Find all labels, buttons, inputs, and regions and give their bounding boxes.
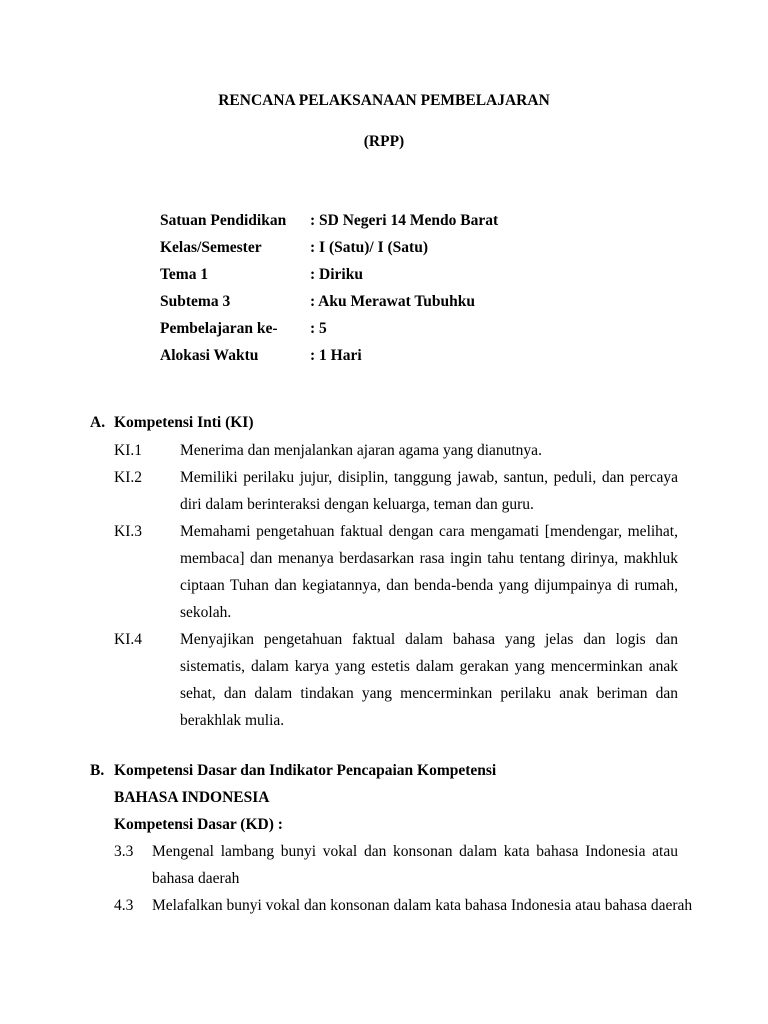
ki-text: Menerima dan menjalankan ajaran agama yang dianutnya. xyxy=(180,442,542,459)
ki-code: KI.4 xyxy=(114,631,142,648)
kd-text: Melafalkan bunyi vokal dan konsonan dalam kata bahasa Indonesia atau bahasa daerah xyxy=(152,897,693,914)
list-item xyxy=(114,626,678,734)
ki-code: KI.2 xyxy=(114,469,142,486)
info-row xyxy=(160,319,498,346)
kd-code: 3.3 xyxy=(114,843,134,860)
section-title: Kompetensi Dasar dan Indikator Pencapaian Kompetensi xyxy=(114,762,497,779)
info-row xyxy=(160,211,498,238)
section-title: Kompetensi Inti (KI) xyxy=(114,414,254,431)
info-row xyxy=(160,292,498,319)
info-label: Pembelajaran ke- xyxy=(160,320,278,337)
info-label: Satuan Pendidikan xyxy=(160,212,287,229)
ki-code: KI.1 xyxy=(114,442,142,459)
kd-heading: Kompetensi Dasar (KD) : xyxy=(114,816,283,833)
ki-list xyxy=(114,437,678,734)
list-item xyxy=(114,518,678,626)
info-row xyxy=(160,346,498,373)
info-value: : SD Negeri 14 Mendo Barat xyxy=(310,212,499,229)
info-value: : Aku Merawat Tubuhku xyxy=(310,293,475,310)
info-label: Tema 1 xyxy=(160,266,209,283)
list-item xyxy=(114,892,693,919)
info-label: Alokasi Waktu xyxy=(160,347,259,364)
list-item xyxy=(114,437,678,464)
kd-list xyxy=(114,838,693,919)
ki-text: Memahami pengetahuan faktual dengan cara mengamati [mendengar, melihat, membaca] dan menanya berdasarkan rasa ingin tahu tentang dirinya, makhluk ciptaan Tuhan dan kegiatannya, dan benda-benda yang dijumpainya di rumah, sekolah. xyxy=(180,523,678,621)
info-row xyxy=(160,265,498,292)
info-value: : I (Satu)/ I (Satu) xyxy=(310,239,428,256)
kd-code: 4.3 xyxy=(114,897,134,914)
kd-text: Mengenal lambang bunyi vokal dan konsonan dalam kata bahasa Indonesia atau bahasa daerah xyxy=(152,843,678,887)
info-value: : Diriku xyxy=(310,266,363,283)
subject-heading: BAHASA INDONESIA xyxy=(114,789,270,806)
info-value: : 5 xyxy=(310,320,327,337)
info-row xyxy=(160,238,498,265)
info-label: Subtema 3 xyxy=(160,293,231,310)
ki-code: KI.3 xyxy=(114,523,142,540)
document-title: RENCANA PELAKSANAAN PEMBELAJARAN xyxy=(218,92,550,109)
ki-text: Memiliki perilaku jujur, disiplin, tanggung jawab, santun, peduli, dan percaya diri dalam berinteraksi dengan keluarga, teman dan guru. xyxy=(180,469,678,513)
info-label: Kelas/Semester xyxy=(160,239,262,256)
section-letter: B. xyxy=(90,762,105,779)
list-item xyxy=(114,838,678,892)
identity-table xyxy=(160,211,498,373)
list-item xyxy=(114,464,678,518)
section-letter: A. xyxy=(90,414,106,431)
document-subtitle: (RPP) xyxy=(363,133,405,150)
info-value: : 1 Hari xyxy=(310,347,362,364)
ki-text: Menyajikan pengetahuan faktual dalam bahasa yang jelas dan logis dan sistematis, dalam karya yang estetis dalam gerakan yang mencerminkan anak sehat, dan dalam tindakan yang mencerminkan perilaku anak beriman dan berakhlak mulia. xyxy=(180,631,678,729)
